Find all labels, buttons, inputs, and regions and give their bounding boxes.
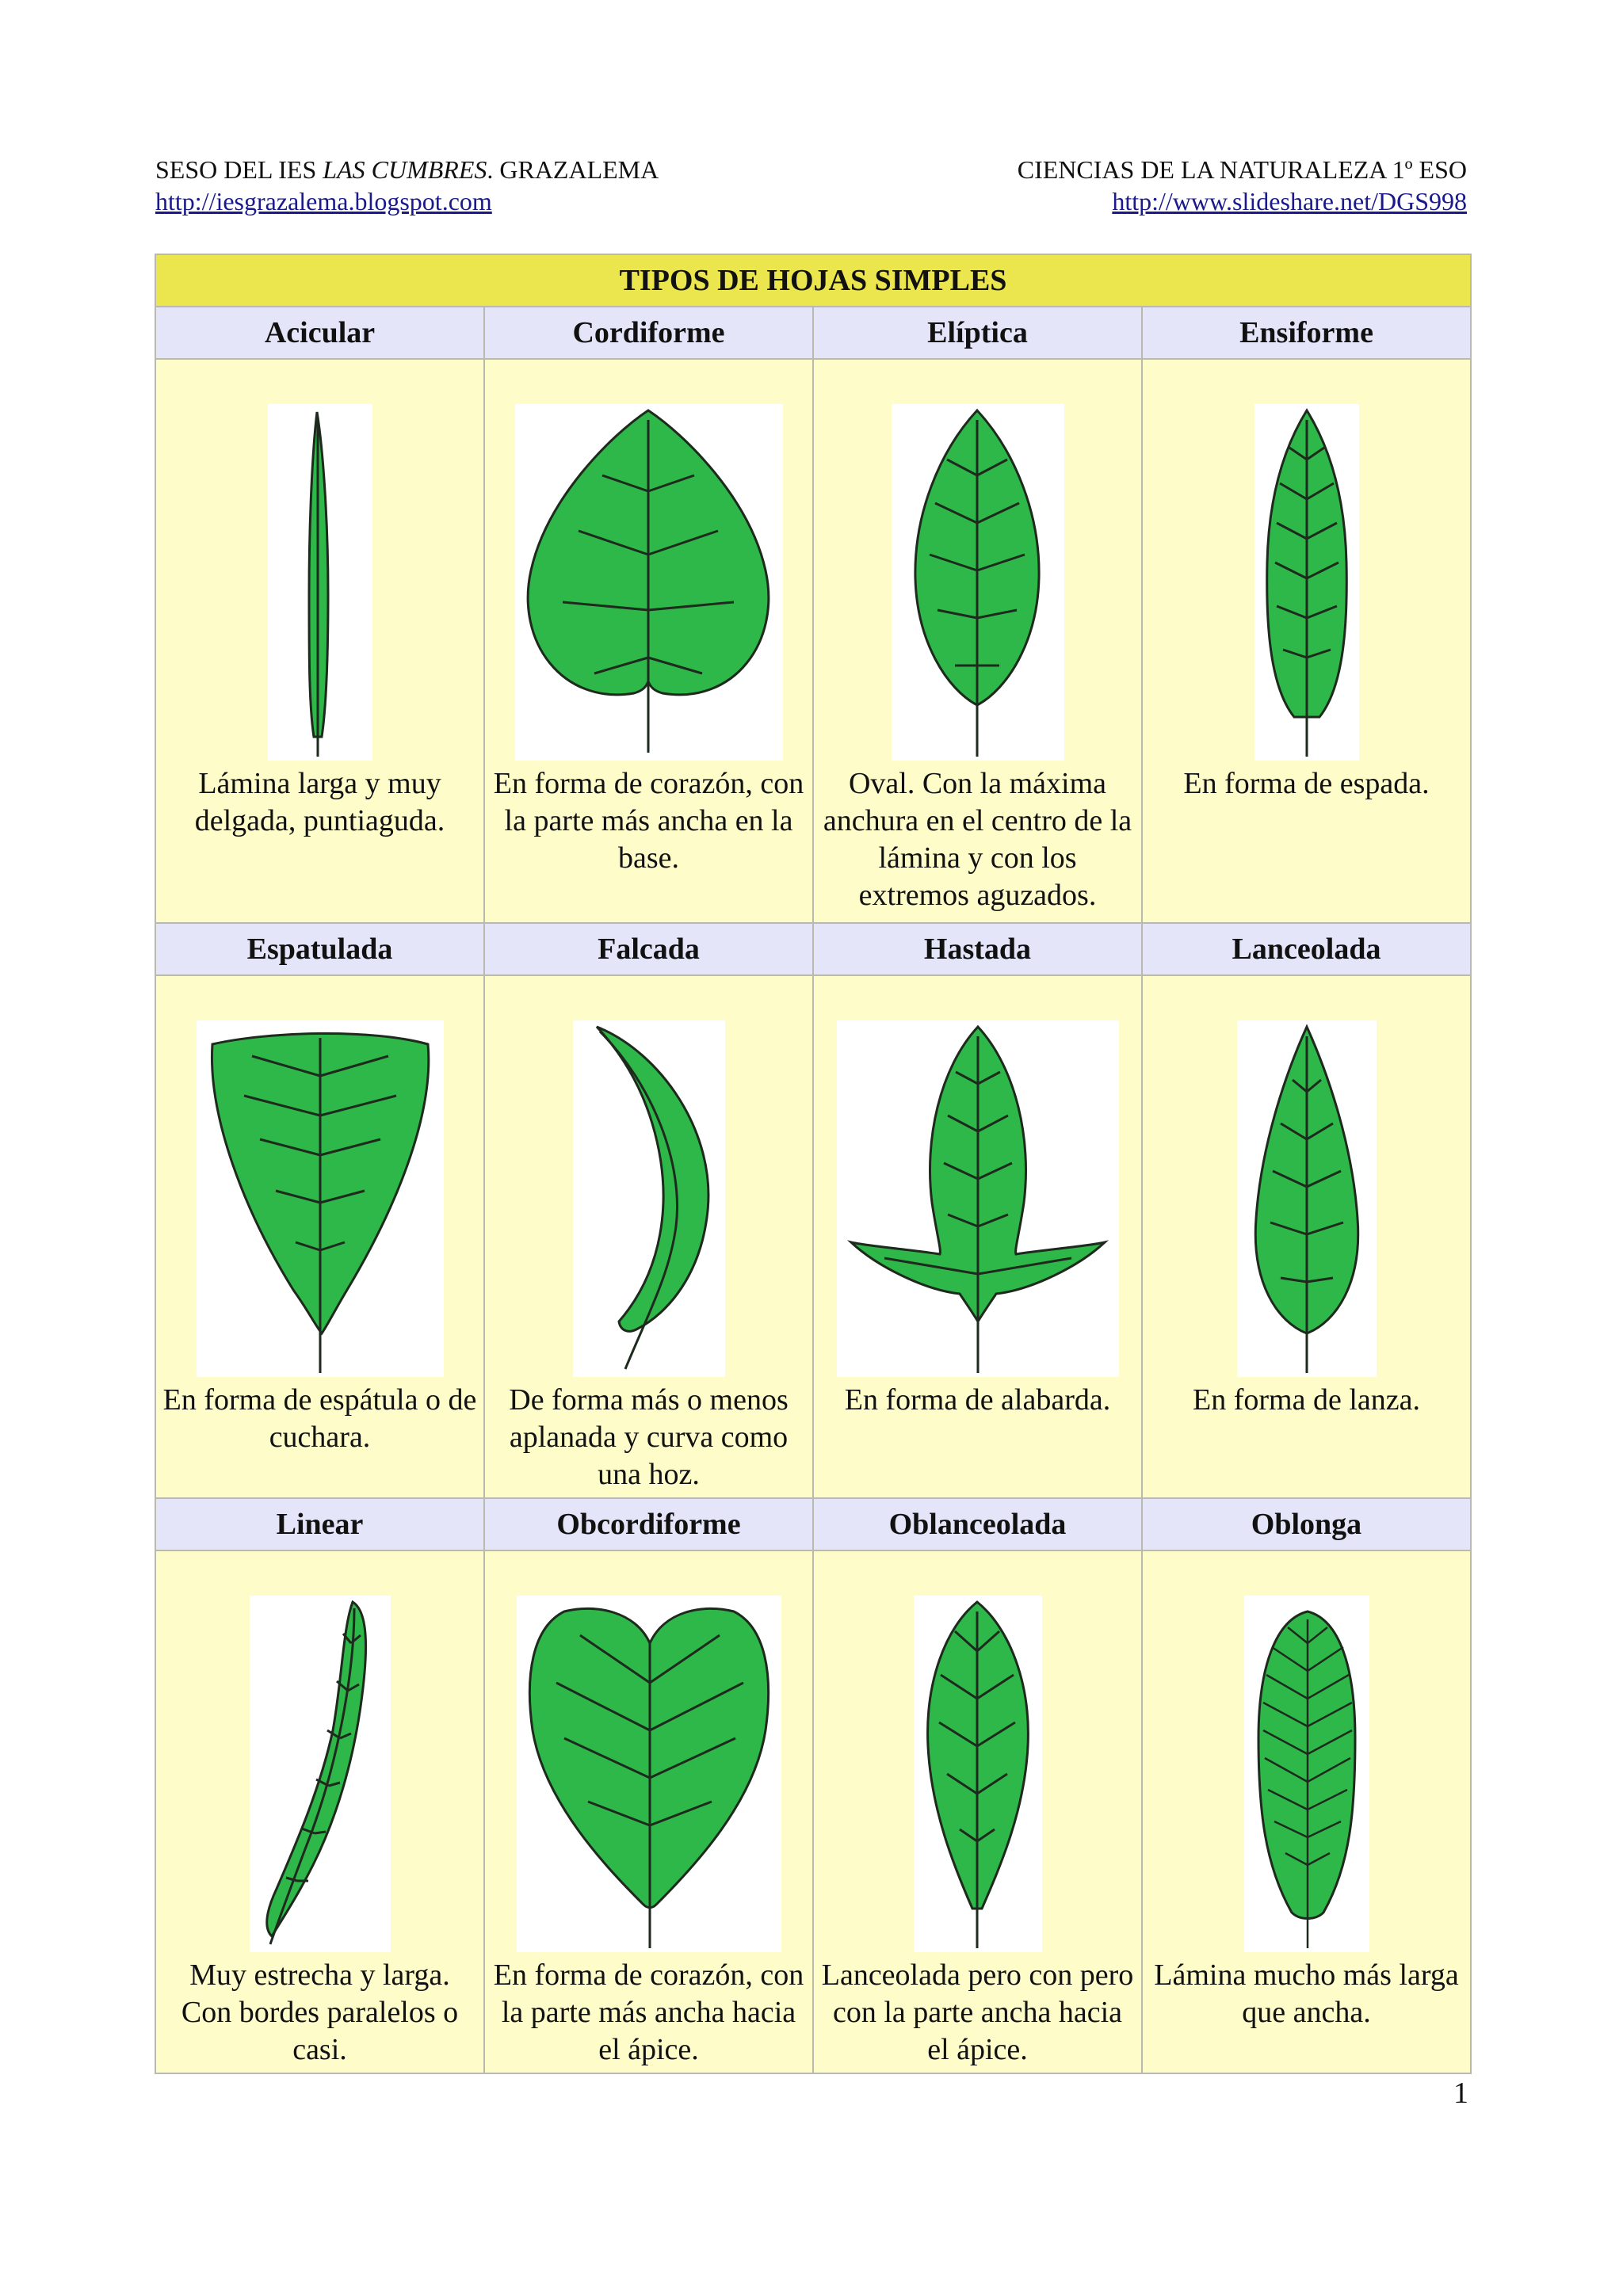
spatulate-leaf-icon [197,1020,444,1377]
leaf-cell [155,1550,484,2073]
hastate-leaf-icon [837,1020,1119,1377]
leaf-name: Obcordiforme [484,1498,813,1550]
header-school [155,154,659,185]
obcordate-leaf-icon [517,1596,781,1952]
table-title: TIPOS DE HOJAS SIMPLES [155,254,1471,307]
acicular-leaf-icon [268,404,372,761]
leaf-cell [813,975,1142,1498]
school-blog-link[interactable]: http://iesgrazalema.blogspot.com [155,187,492,215]
header-school-prefix: SESO DEL IES [155,155,323,184]
leaf-description: Muy estrecha y larga. Con bordes paralelos o casi. [181,1958,459,2066]
oblong-leaf-icon [1244,1596,1369,1952]
leaf-description: De forma más o menos aplanada y curva como una hoz. [509,1383,789,1491]
leaf-name: Cordiforme [484,307,813,359]
leaf-description: Lámina larga y muy delgada, puntiaguda. [194,767,445,837]
lanceolate-leaf-icon [1237,1020,1377,1377]
leaf-name: Hastada [813,923,1142,975]
leaf-cell [155,359,484,923]
leaf-cell [1142,975,1471,1498]
leaf-cell [1142,1550,1471,2073]
leaf-description: En forma de alabarda. [844,1383,1111,1417]
leaf-name: Lanceolada [1142,923,1471,975]
page-number: 1 [1453,2077,1468,2110]
leaf-description: En forma de lanza. [1193,1383,1420,1417]
header-school-italic: LAS CUMBRES [323,155,487,184]
falcate-leaf-icon [573,1020,725,1377]
leaf-name: Ensiforme [1142,307,1471,359]
cordiform-leaf-icon [515,404,783,761]
leaf-cell [155,975,484,1498]
leaf-cell [484,975,813,1498]
leaf-types-table [155,254,1472,2074]
leaf-name: Linear [155,1498,484,1550]
ensiform-leaf-icon [1254,404,1359,761]
leaf-cell [813,1550,1142,2073]
leaf-name: Espatulada [155,923,484,975]
leaf-description: Lanceolada pero con pero con la parte ancha hacia el ápice. [821,1958,1134,2066]
linear-leaf-icon [250,1596,391,1952]
leaf-description: En forma de espada. [1183,767,1430,800]
leaf-name: Elíptica [813,307,1142,359]
header-school-suffix: . GRAZALEMA [487,155,659,184]
leaf-name: Acicular [155,307,484,359]
leaf-description: En forma de espátula o de cuchara. [162,1383,477,1454]
leaf-description: En forma de corazón, con la parte más ancha hacia el ápice. [493,1958,804,2066]
leaf-cell [813,359,1142,923]
leaf-cell [484,359,813,923]
oblanceolate-leaf-icon [914,1596,1042,1952]
leaf-description: Oval. Con la máxima anchura en el centro de la lámina y con los extremos aguzados. [823,767,1132,912]
leaf-description: En forma de corazón, con la parte más ancha en la base. [493,767,804,875]
leaf-cell [484,1550,813,2073]
leaf-description: Lámina mucho más larga que ancha. [1154,1958,1459,2029]
leaf-name: Oblanceolada [813,1498,1142,1550]
header-subject: CIENCIAS DE LA NATURALEZA 1º ESO [1017,155,1467,184]
leaf-cell [1142,359,1471,923]
elliptic-leaf-icon [892,404,1064,761]
slideshare-link[interactable]: http://www.slideshare.net/DGS998 [1112,187,1467,215]
leaf-name: Oblonga [1142,1498,1471,1550]
leaf-name: Falcada [484,923,813,975]
